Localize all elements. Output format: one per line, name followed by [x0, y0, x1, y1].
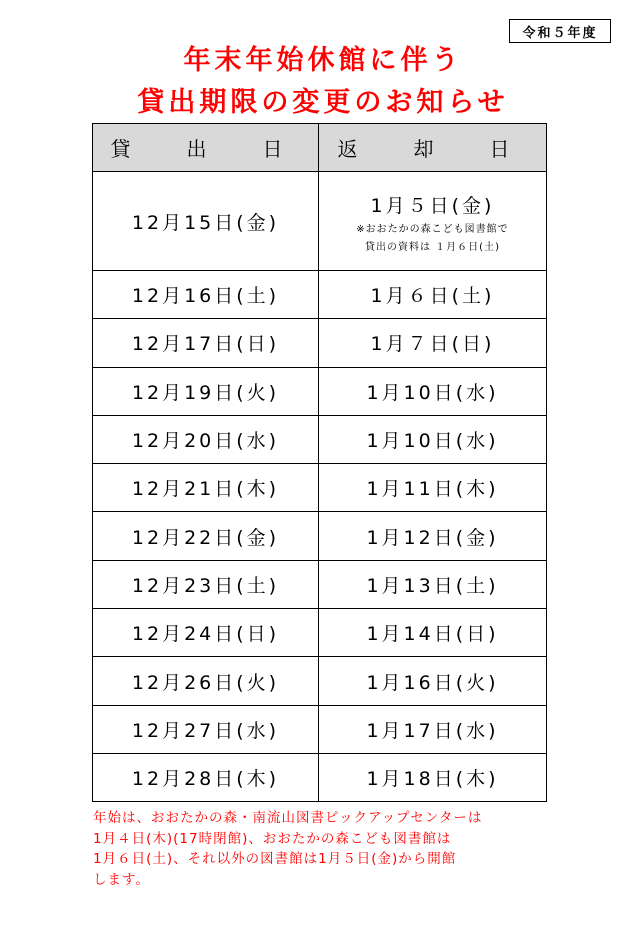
- reopening-notice-line: 年始は、おおたかの森・南流山図書ピックアップセンターは: [93, 810, 483, 826]
- reopening-notice-line: 1月６日(土)、それ以外の図書館は1月５日(金)から開館: [93, 851, 457, 867]
- lend-date-cell: 12月15日(金): [93, 172, 319, 271]
- table-row: [93, 367, 547, 415]
- return-date-cell: 1月12日(金): [319, 512, 547, 560]
- reopening-notice-line: 1月４日(木)(17時閉館)、おおたかの森こども図書館は: [93, 830, 452, 847]
- table-row: [93, 560, 547, 608]
- return-date-cell: 1月17日(水): [319, 705, 547, 753]
- lend-date-cell: 12月27日(水): [93, 705, 319, 753]
- lend-date-cell: 12月17日(日): [93, 319, 319, 367]
- lending-schedule-table: [92, 123, 547, 802]
- lend-date-cell: 12月20日(水): [93, 415, 319, 463]
- return-note-line-1: ※おおたかの森こども図書館で: [356, 223, 509, 235]
- return-date-cell: 1月13日(土): [319, 560, 547, 608]
- return-date-cell: 1月14日(日): [319, 609, 547, 657]
- return-date-cell: 1月16日(火): [319, 657, 547, 705]
- lend-date-cell: 12月21日(木): [93, 464, 319, 512]
- table-row: [93, 271, 547, 319]
- table-header-row: [93, 124, 547, 172]
- reopening-notice: [93, 808, 563, 890]
- table-row: [93, 512, 547, 560]
- lend-date-header: 貸 出 日: [93, 124, 319, 172]
- notice-title-line-1: 年末年始休館に伴う: [183, 45, 463, 76]
- fiscal-year-label: 令和５年度: [509, 19, 611, 43]
- return-note-line-2: 貸出の資料は １月６日(土): [365, 241, 500, 253]
- return-date-cell: 1月10日(水): [319, 367, 547, 415]
- lend-date-cell: 12月28日(木): [93, 753, 319, 801]
- lend-date-cell: 12月16日(土): [93, 271, 319, 319]
- return-date-text: 1月５日(金): [370, 194, 495, 217]
- table-row: [93, 657, 547, 705]
- return-date-cell: 1月18日(木): [319, 753, 547, 801]
- return-date-header: 返 却 日: [319, 124, 547, 172]
- table-row: [93, 464, 547, 512]
- notice-title-line-2: 貸出期限の変更のお知らせ: [137, 87, 509, 118]
- return-date-cell: 1月６日(土): [319, 271, 547, 319]
- table-row: [93, 753, 547, 801]
- lend-date-cell: 12月22日(金): [93, 512, 319, 560]
- table-row: [93, 415, 547, 463]
- return-date-cell: 1月７日(日): [319, 319, 547, 367]
- lend-date-cell: 12月23日(土): [93, 560, 319, 608]
- return-date-cell: 1月10日(水): [319, 415, 547, 463]
- reopening-notice-line: します。: [93, 871, 150, 888]
- lend-date-cell: 12月24日(日): [93, 609, 319, 657]
- table-row: [93, 172, 547, 271]
- lend-date-cell: 12月26日(火): [93, 657, 319, 705]
- return-date-cell: 1月11日(木): [319, 464, 547, 512]
- table-row: [93, 705, 547, 753]
- return-date-cell: [319, 172, 547, 271]
- table-row: [93, 609, 547, 657]
- lend-date-cell: 12月19日(火): [93, 367, 319, 415]
- table-row: [93, 319, 547, 367]
